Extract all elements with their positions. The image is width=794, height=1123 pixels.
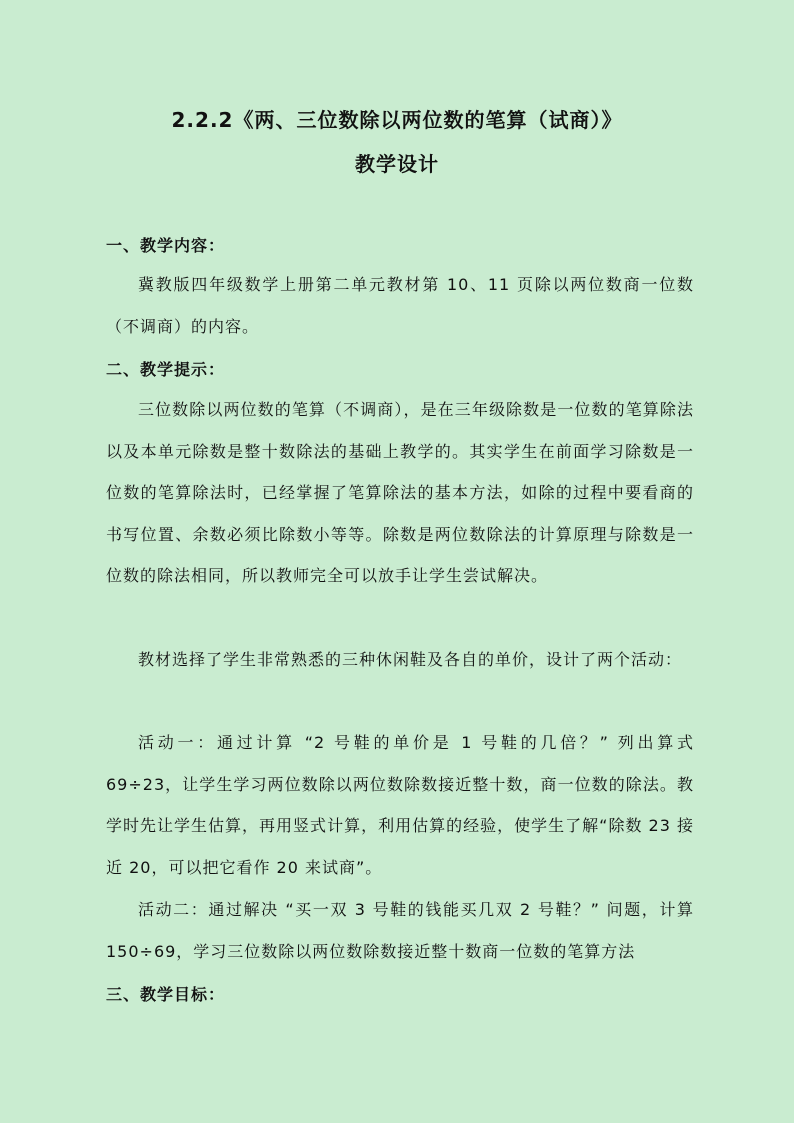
paragraph-tips-1: 三位数除以两位数的笔算（不调商），是在三年级除数是一位数的笔算除法以及本单元除数是整十数除法的基础上教学的。其实学生在前面学习除数是一位数的笔算除法时，已经掌握了笔算除法的基本方法，如除的过程中要看商的书写位置、余数必须比除数小等等。除数是两位数除法的计算原理与除数是一位数的除法相同，所以教师完全可以放手让学生尝试解决。	[106, 400, 694, 586]
section-heading-content: 一、教学内容：	[106, 236, 226, 255]
paragraph-tips-2: 教材选择了学生非常熟悉的三种休闲鞋及各自的单价，设计了两个活动：	[138, 650, 683, 669]
paragraph-activity-2: 活动二：通过解决 “买一双 3 号鞋的钱能买几双 2 号鞋？” 问题，计算 150÷69，学习三位数除以两位数除数接近整十数商一位数的笔算方法	[106, 900, 694, 961]
section-heading-goals: 三、教学目标：	[106, 985, 226, 1004]
document-title: 2.2.2《两、三位数除以两位数的笔算（试商）》	[171, 108, 623, 132]
paragraph-content: 冀教版四年级数学上册第二单元教材第 10、11 页除以两位数商一位数（不调商）的内容。	[106, 275, 694, 336]
document-subtitle: 教学设计	[355, 152, 439, 176]
section-heading-tips: 二、教学提示：	[106, 360, 226, 379]
paragraph-activity-1: 活动一：通过计算 “2 号鞋的单价是 1 号鞋的几倍？” 列出算式 69÷23，让学生学习两位数除以两位数除数接近整十数，商一位数的除法。教学时先让学生估算，再用竖式计算，利用估算的经验，使学生了解“除数 23 接近 20，可以把它看作 20 来试商”。	[106, 733, 694, 877]
